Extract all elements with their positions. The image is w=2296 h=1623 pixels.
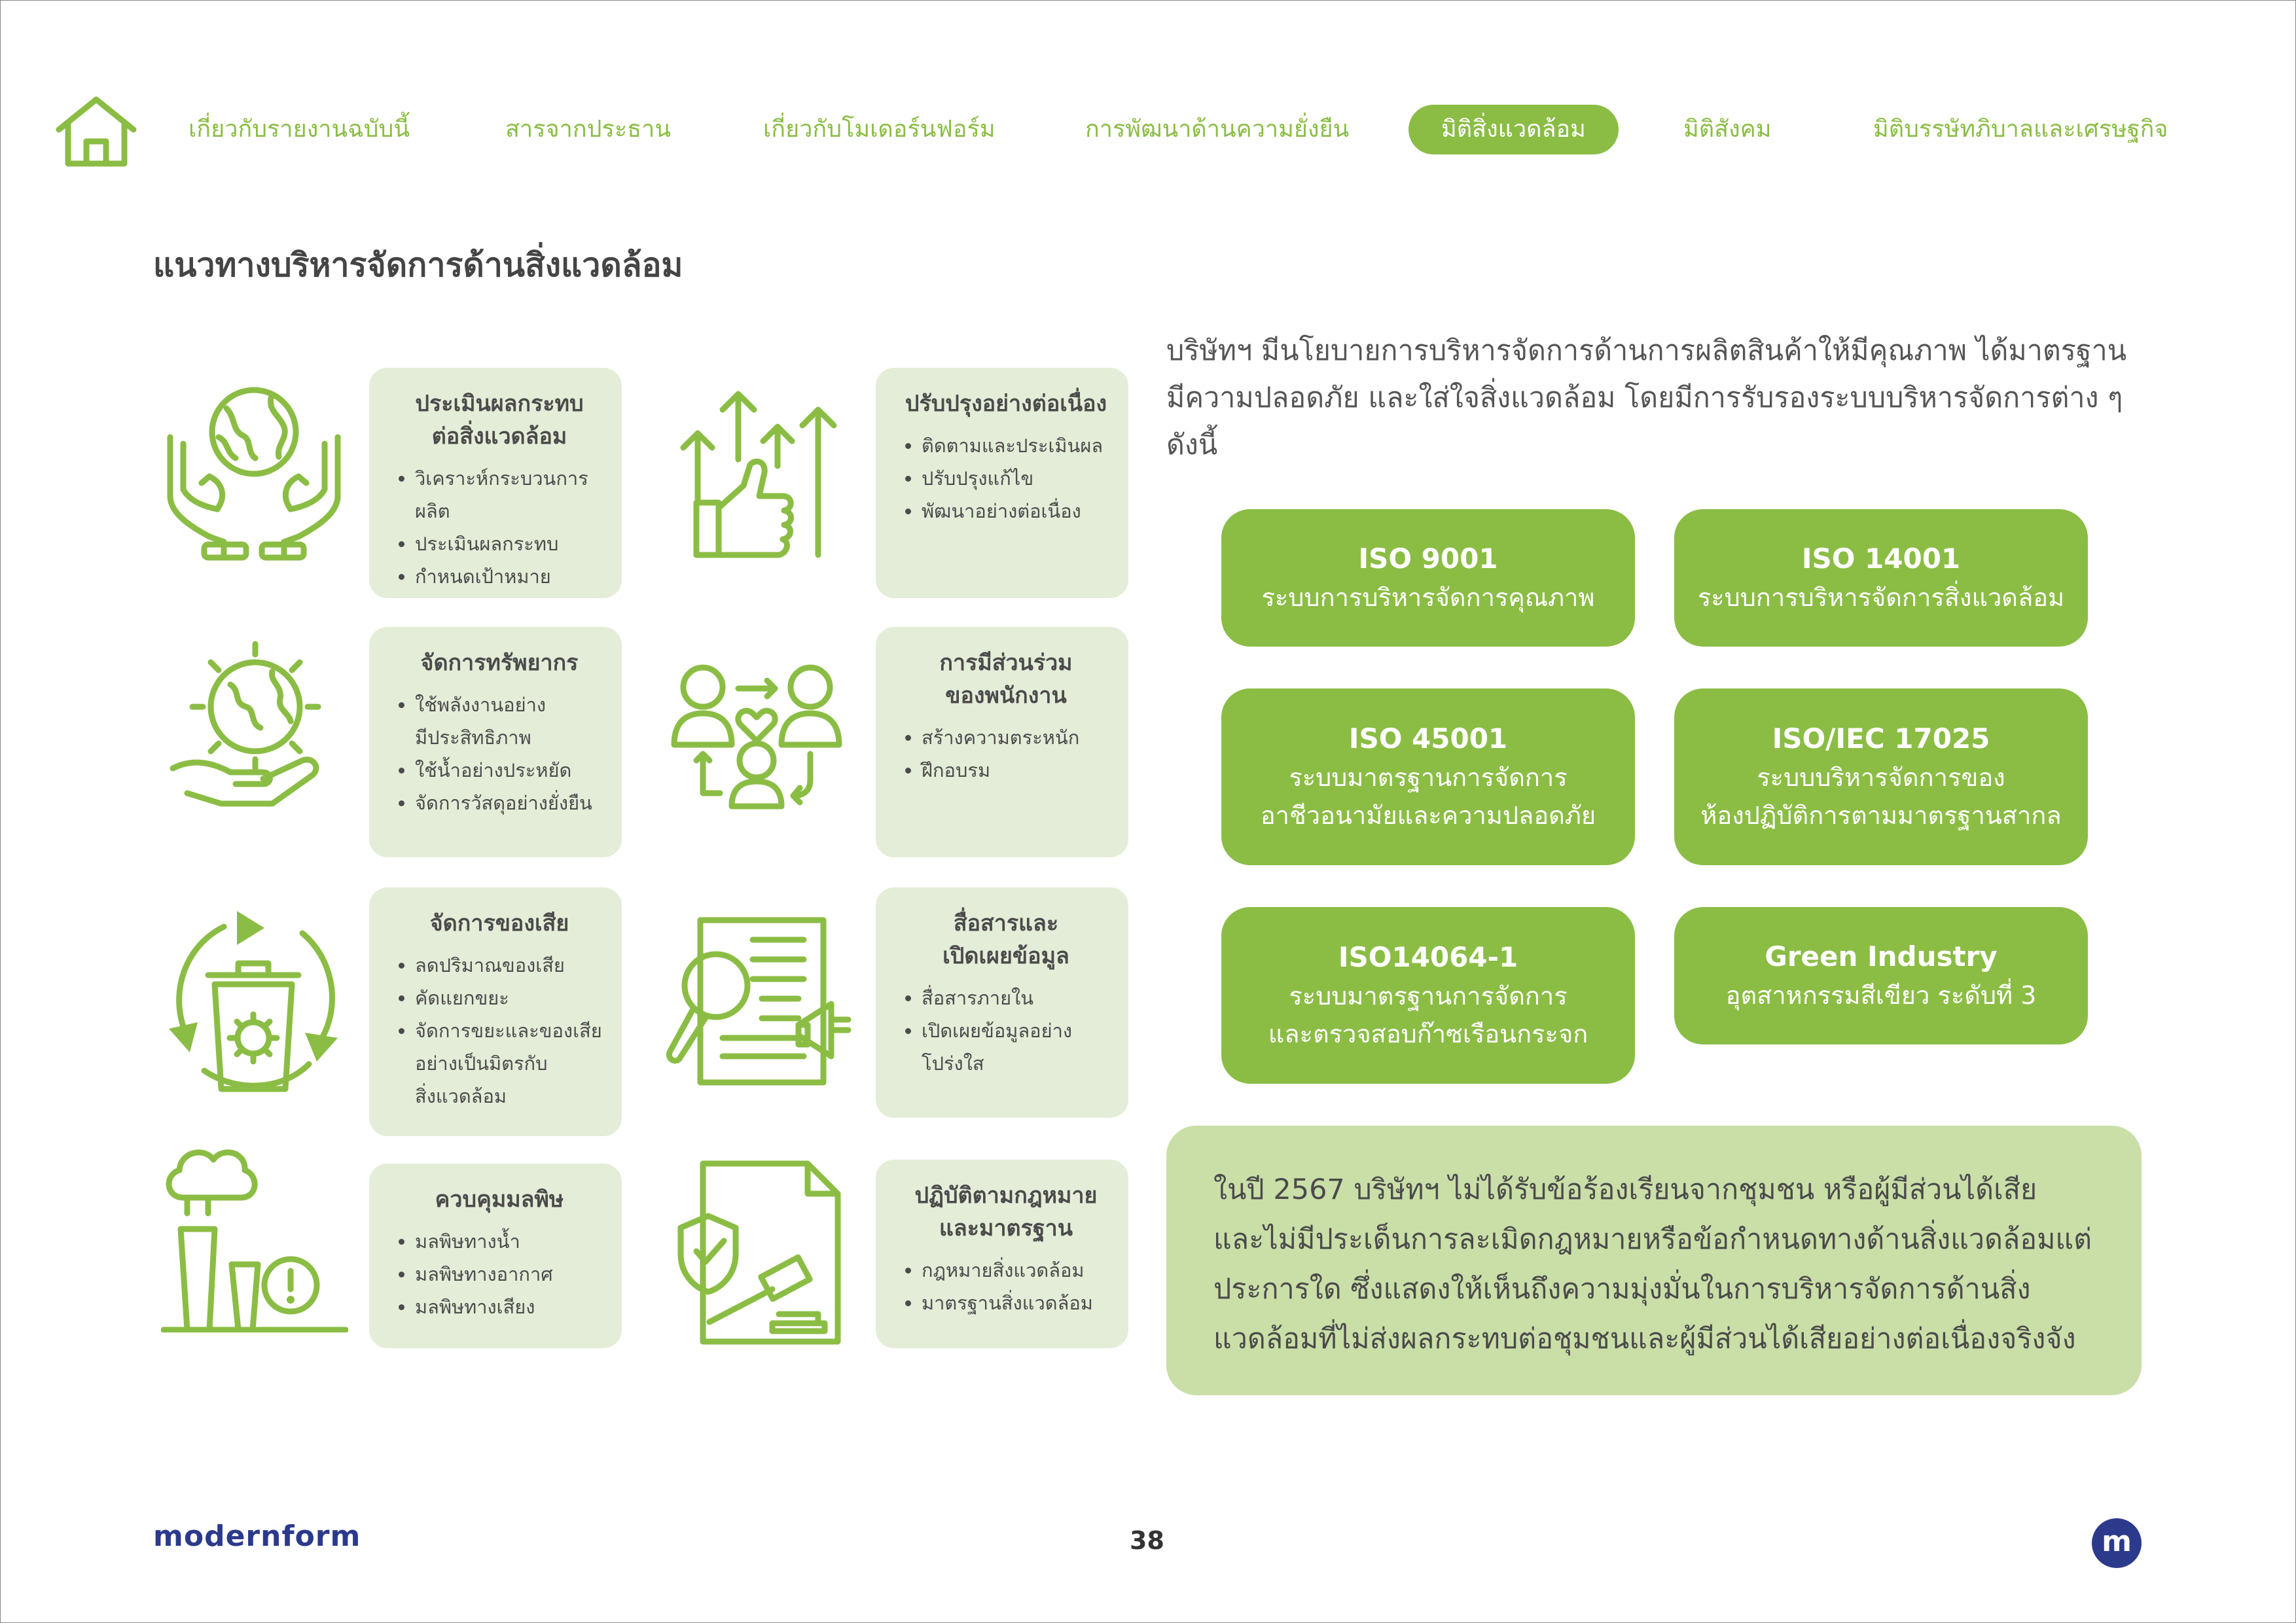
card-bullets [899, 1254, 1113, 1319]
standard-desc: ระบบการบริหารจัดการคุณภาพ [1261, 583, 1595, 612]
brand-logo: modernform [153, 1520, 361, 1553]
card-bullet: • ฝึกอบรม [922, 754, 1113, 787]
card-resource-management [369, 627, 622, 857]
card-bullet: • พัฒนาอย่างต่อเนื่อง [922, 495, 1113, 527]
standard-desc: ระบบมาตรฐานการจัดการ และตรวจสอบก๊าซเรือนกระจก [1268, 982, 1588, 1048]
card-bullet: • ประเมินผลกระทบ [415, 527, 606, 560]
card-bullets [899, 721, 1113, 787]
card-bullet: • จัดการขยะและของเสีย อย่างเป็นมิตรกับ สิ่งแวดล้อม [415, 1014, 606, 1113]
standard-title: ISO 14001 [1801, 543, 1961, 575]
card-bullet: • จัดการวัสดุอย่างยั่งยืน [415, 787, 606, 819]
card-bullet: • สร้างความตระหนัก [922, 721, 1113, 754]
nav-item-chairman-message[interactable]: สารจากประธาน [505, 116, 671, 143]
hand-gear-globe-icon [168, 639, 332, 810]
standard-card-green-industry [1674, 907, 2088, 1044]
card-bullet: • ใช้น้ำอย่างประหยัด [415, 754, 606, 787]
standard-card-iso14064 [1221, 907, 1635, 1084]
card-bullet: • วิเคราะห์กระบวนการผลิต [415, 462, 606, 527]
card-title: การมีส่วนร่วม ของพนักงาน [939, 650, 1073, 709]
standard-title: ISO 9001 [1358, 543, 1498, 575]
card-bullet: • เปิดเผยข้อมูลอย่างโปร่งใส [922, 1014, 1113, 1080]
standard-desc: อุตสาหกรรมสีเขียว ระดับที่ 3 [1725, 981, 2037, 1010]
card-title: จัดการทรัพยากร [420, 650, 579, 676]
nav-item-about-report[interactable]: เกี่ยวกับรายงานฉบับนี้ [188, 116, 410, 143]
card-bullet: • มลพิษทางเสียง [415, 1291, 606, 1323]
standard-title: ISO14064-1 [1338, 941, 1518, 973]
standard-card-iso14001 [1674, 509, 2088, 647]
card-pollution-control [369, 1164, 622, 1348]
law-document-icon [674, 1160, 852, 1346]
card-bullet: • กำหนดเป้าหมาย [415, 560, 606, 593]
card-waste-management [369, 887, 622, 1136]
nav-item-social[interactable]: มิติสังคม [1683, 116, 1772, 143]
card-title: จัดการของเสีย [429, 910, 569, 936]
recycle-bin-icon [165, 907, 342, 1096]
nav-item-environment[interactable]: มิติสิ่งแวดล้อม [1408, 105, 1619, 154]
standard-desc: ระบบมาตรฐานการจัดการ อาชีวอนามัยและความปลอดภัย [1260, 763, 1596, 830]
compliance-note: ในปี 2567 บริษัทฯ ไม่ได้รับข้อร้องเรียนจากชุมชน หรือผู้มีส่วนได้เสีย และไม่มีประเด็นการละเมิดกฎหมายหรือข้อกำหนดทางด้านสิ่งแวดล้อมแต่ประการใด ซึ่งแสดงให้เห็นถึงความมุ่งมั่นในการบริหารจัดการด้านสิ่งแวดล้อมที่ไม่ส่งผลกระทบต่อชุมชนและผู้มีส่วนได้เสียอย่างต่อเนื่องจริงจัง [1166, 1126, 2142, 1395]
hands-globe-icon [164, 385, 344, 562]
section-title: แนวทางบริหารจัดการด้านสิ่งแวดล้อม [153, 246, 683, 284]
card-title: ประเมินผลกระทบ ต่อสิ่งแวดล้อม [415, 391, 584, 450]
top-navigation [164, 105, 2193, 157]
document-search-icon [664, 916, 853, 1086]
card-bullet: • กฎหมายสิ่งแวดล้อม [922, 1254, 1113, 1287]
standard-card-iso45001 [1221, 688, 1635, 865]
card-bullets [899, 429, 1113, 527]
card-legal-compliance [876, 1160, 1128, 1348]
card-bullet: • มลพิษทางอากาศ [415, 1258, 606, 1291]
nav-item-governance-economy[interactable]: มิติบรรษัทภิบาลและเศรษฐกิจ [1873, 116, 2168, 143]
card-bullets [393, 1225, 606, 1323]
card-title: ควบคุมมลพิษ [435, 1186, 564, 1213]
standard-desc: ระบบบริหารจัดการของ ห้องปฏิบัติการตามมาตรฐานสากล [1700, 763, 2062, 830]
nav-item-about-modernform[interactable]: เกี่ยวกับโมเดอร์นฟอร์ม [763, 116, 996, 143]
brand-mark-icon: m [2092, 1518, 2142, 1568]
standard-card-iso9001 [1221, 509, 1635, 647]
card-communication-disclosure [876, 887, 1128, 1118]
card-title: สื่อสารและ เปิดเผยข้อมูล [942, 910, 1069, 969]
card-bullet: • คัดแยกขยะ [415, 982, 606, 1014]
people-heart-icon [670, 662, 843, 810]
card-bullet: • มาตรฐานสิ่งแวดล้อม [922, 1287, 1113, 1319]
standard-desc: ระบบการบริหารจัดการสิ่งแวดล้อม [1697, 583, 2065, 612]
card-bullet: • ใช้พลังงานอย่าง มีประสิทธิภาพ [415, 688, 606, 754]
standard-title: Green Industry [1765, 940, 1998, 972]
standard-card-iso17025 [1674, 688, 2088, 865]
thumbs-up-arrows-icon [678, 387, 838, 559]
home-icon[interactable] [55, 96, 137, 168]
card-bullet: • มลพิษทางน้ำ [415, 1225, 606, 1258]
standard-title: ISO 45001 [1348, 722, 1508, 755]
card-bullets [393, 462, 606, 593]
card-bullets [899, 982, 1113, 1080]
card-title: ปรับปรุงอย่างต่อเนื่อง [905, 391, 1107, 417]
card-title: ปฏิบัติตามกฎหมาย และมาตรฐาน [914, 1183, 1098, 1241]
card-bullets [393, 949, 606, 1113]
card-continuous-improvement [876, 368, 1128, 598]
standard-title: ISO/IEC 17025 [1772, 722, 1990, 755]
card-employee-participation [876, 627, 1128, 857]
card-bullet: • สื่อสารภายใน [922, 982, 1113, 1014]
card-bullet: • ลดปริมาณของเสีย [415, 949, 606, 982]
card-bullet: • ปรับปรุงแก้ไข [922, 462, 1113, 495]
factory-smoke-icon [161, 1143, 348, 1332]
page-number: 38 [1130, 1526, 1164, 1555]
nav-item-sustainability[interactable]: การพัฒนาด้านความยั่งยืน [1085, 116, 1350, 143]
intro-paragraph: บริษัทฯ มีนโยบายการบริหารจัดการด้านการผลิตสินค้าให้มีคุณภาพ ได้มาตรฐาน มีความปลอดภัย และใส่ใจสิ่งแวดล้อม โดยมีการรับรองระบบบริหารจัดการต่าง ๆ ดังนี้ [1166, 334, 2127, 461]
card-bullets [393, 688, 606, 819]
card-bullet: • ติดตามและประเมินผล [922, 429, 1113, 462]
card-impact-assessment [369, 368, 622, 598]
